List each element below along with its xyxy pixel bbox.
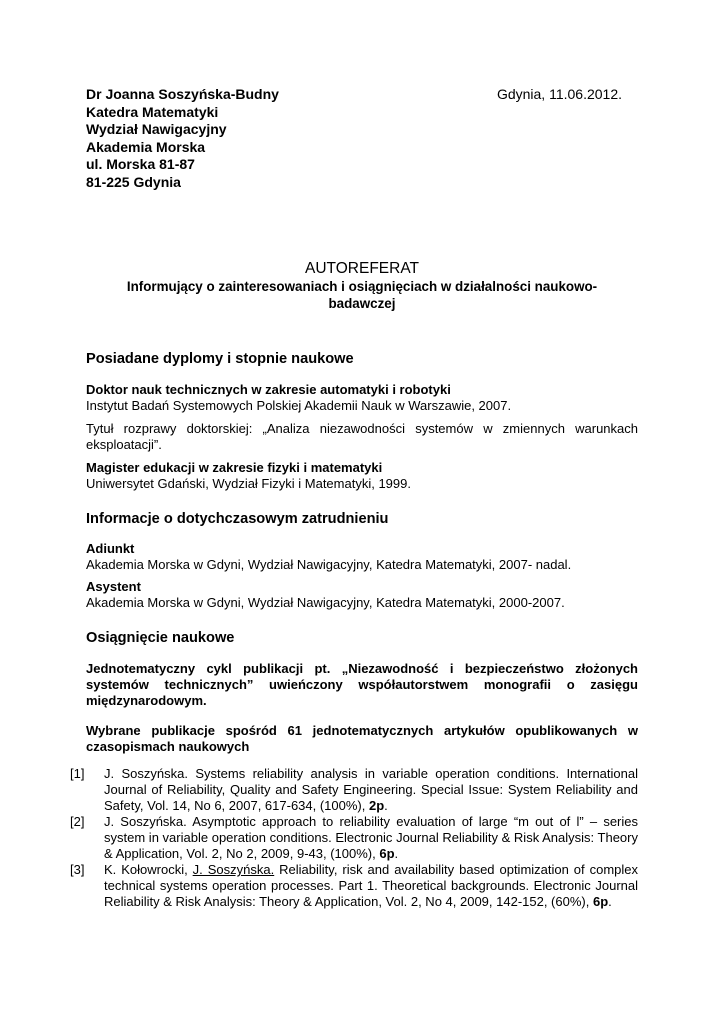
reference-author: K. Kołowrocki, <box>104 862 193 877</box>
employment-heading: Informacje o dotychczasowym zatrudnieniu <box>86 510 389 527</box>
place-date: Gdynia, 11.06.2012. <box>496 86 622 102</box>
thesis-title: Tytuł rozprawy doktorskiej: „Analiza niezawodności systemów w zmiennych warunkach eksploatacji”. <box>86 420 638 452</box>
city-line: 81-225 Gdynia <box>86 173 181 190</box>
reference-end: . <box>384 798 388 813</box>
reference-points: 2p <box>368 798 385 813</box>
title-block <box>86 260 638 312</box>
reference-end: . <box>608 894 612 909</box>
selected-publications-intro: Wybrane publikacje spośród 61 jednotematycznych artykułów opublikowanych w czasopismach naukowych <box>86 722 638 754</box>
achievement-heading: Osiągnięcie naukowe <box>86 629 235 646</box>
reference-number: [3] <box>70 862 85 877</box>
phd-degree: Doktor nauk technicznych w zakresie automatyki i robotyki <box>86 381 451 397</box>
document-title: AUTOREFERAT <box>305 259 419 277</box>
letter-header <box>86 86 638 192</box>
street-line: ul. Morska 81-87 <box>86 156 195 173</box>
reference-list <box>70 766 638 910</box>
reference-text: Reliability, risk and availability based optimization of complex technical systems operation processes. Part 1. Theoretical backgrounds. Electronic Journal Reliability & Risk Analysis: Theory & Application, Vol. 2, No 4, 2009, 142-152, (60%), <box>104 862 638 909</box>
position-asystent: Asystent <box>86 578 141 594</box>
department-line: Katedra Matematyki <box>86 103 219 120</box>
reference-item <box>70 814 638 862</box>
reference-points: 6p <box>379 846 395 861</box>
reference-underlined-author: J. Soszyńska. <box>192 862 275 877</box>
reference-end: . <box>394 846 399 861</box>
position-asystent-details: Akademia Morska w Gdyni, Wydział Nawigacyjny, Katedra Matematyki, 2000-2007. <box>86 594 565 610</box>
document-page <box>86 86 638 755</box>
reference-number: [1] <box>70 766 85 781</box>
institution-line: Akademia Morska <box>86 138 206 155</box>
reference-text: J. Soszyńska. Systems reliability analysis in variable operation conditions. International Journal of Reliability, Quality and Safety Engineering. Special Issue: System Reliability and Safety, Vol. 14, No 6, 2007, 617-634, (100%), <box>104 766 638 813</box>
faculty-line: Wydział Nawigacyjny <box>86 121 227 138</box>
position-adiunkt: Adiunkt <box>86 540 135 556</box>
reference-points: 6p <box>592 894 609 909</box>
document-subtitle: Informujący o zainteresowaniach i osiągnięciach w działalności naukowo-badawczej <box>126 278 598 311</box>
reference-item <box>70 766 638 814</box>
phd-institution: Instytut Badań Systemowych Polskiej Akademii Nauk w Warszawie, 2007. <box>86 397 512 413</box>
msc-institution: Uniwersytet Gdański, Wydział Fizyki i Matematyki, 1999. <box>86 475 411 491</box>
msc-degree: Magister edukacji w zakresie fizyki i matematyki <box>86 459 383 475</box>
reference-number: [2] <box>70 814 85 829</box>
diplomas-heading: Posiadane dyplomy i stopnie naukowe <box>86 350 354 367</box>
publication-cycle: Jednotematyczny cykl publikacji pt. „Niezawodność i bezpieczeństwo złożonych systemów technicznych” uwieńczony współautorstwem monografii o zasięgu międzynarodowym. <box>86 660 638 708</box>
reference-item <box>70 862 638 910</box>
author-name: Dr Joanna Soszyńska-Budny <box>86 86 279 102</box>
reference-text: J. Soszyńska. Asymptotic approach to reliability evaluation of large “m out of l” – series system in variable operation conditions. Electronic Journal Reliability & Risk Analysis: Theory & Application, Vol. 2, No 2, 2009, 9-43, (100%), <box>104 814 638 861</box>
position-adiunkt-details: Akademia Morska w Gdyni, Wydział Nawigacyjny, Katedra Matematyki, 2007- nadal. <box>86 556 572 572</box>
